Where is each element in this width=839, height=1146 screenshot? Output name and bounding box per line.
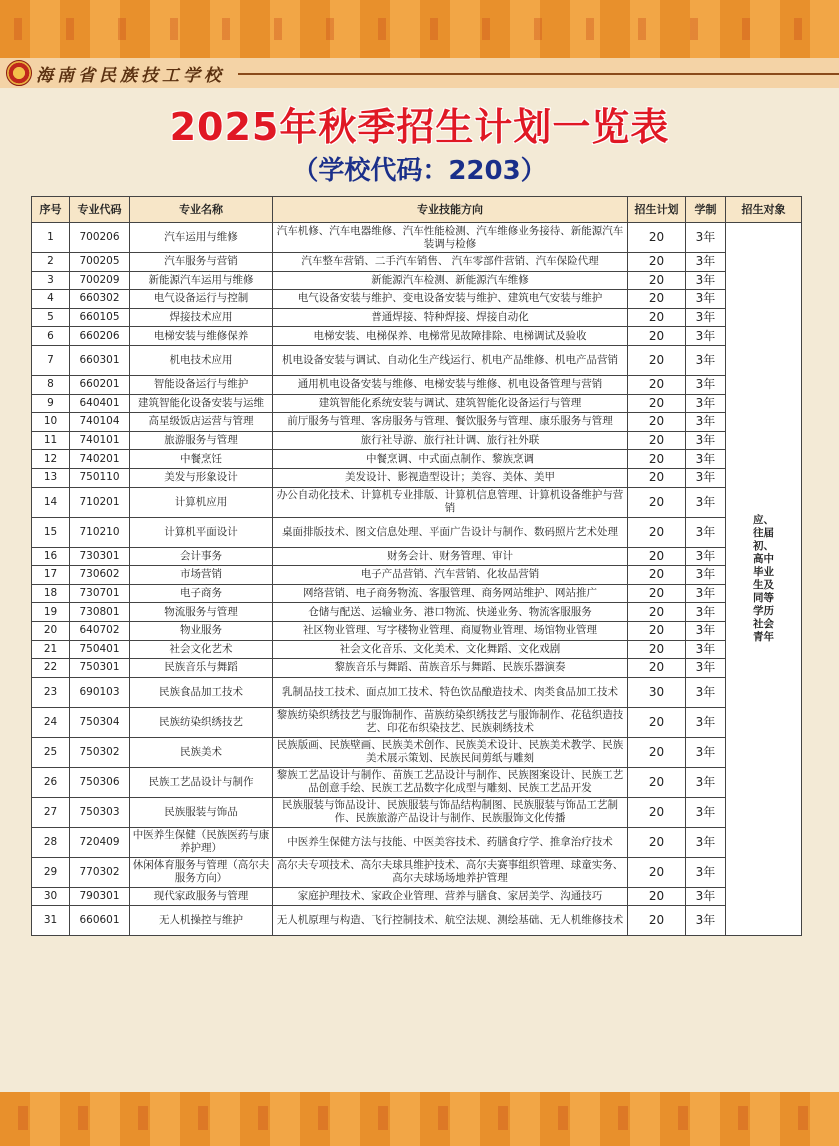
- row-number: 22: [32, 659, 70, 678]
- enrollment-plan-table: [31, 196, 802, 936]
- row-number: 26: [32, 767, 70, 797]
- row-number: 19: [32, 603, 70, 622]
- enrollment-target: [726, 223, 802, 936]
- enrollment-plan: 20: [628, 566, 686, 585]
- enrollment-plan: 20: [628, 887, 686, 906]
- major-code: 730301: [70, 547, 130, 566]
- skill-direction: 建筑智能化系统安装与调试、建筑智能化设备运行与管理: [273, 394, 628, 413]
- skill-direction: 普通焊接、特种焊接、焊接自动化: [273, 308, 628, 327]
- major-code: 740201: [70, 450, 130, 469]
- duration: 3年: [686, 621, 726, 640]
- table-row: [32, 659, 802, 678]
- major-name: 民族工艺品设计与制作: [130, 767, 273, 797]
- duration: 3年: [686, 767, 726, 797]
- table-row: [32, 394, 802, 413]
- table-row: [32, 707, 802, 737]
- skill-direction: 汽车机修、汽车电器维修、汽车性能检测、汽车维修业务接待、新能源汽车装调与检修: [273, 223, 628, 253]
- major-code: 730701: [70, 584, 130, 603]
- enrollment-plan: 20: [628, 857, 686, 887]
- skill-direction: 黎族纺染织绣技艺与服饰制作、苗族纺染织绣技艺与服饰制作、花毡织造技艺、印花布织染技艺、民族刺绣技术: [273, 707, 628, 737]
- major-code: 660201: [70, 375, 130, 394]
- enrollment-plan: 20: [628, 797, 686, 827]
- row-number: 18: [32, 584, 70, 603]
- major-code: 750303: [70, 797, 130, 827]
- major-name: 市场营销: [130, 566, 273, 585]
- skill-direction: 汽车整车营销、二手汽车销售、 汽车零部件营销、汽车保险代理: [273, 253, 628, 272]
- skill-direction: 旅行社导游、旅行社计调、旅行社外联: [273, 431, 628, 450]
- skill-direction: 黎族音乐与舞蹈、苗族音乐与舞蹈、民族乐器演奏: [273, 659, 628, 678]
- skill-direction: 美发设计、影视造型设计；美容、美体、美甲: [273, 468, 628, 487]
- major-name: 无人机操控与维护: [130, 906, 273, 936]
- table-row: [32, 271, 802, 290]
- duration: 3年: [686, 584, 726, 603]
- major-code: 640401: [70, 394, 130, 413]
- major-code: 660302: [70, 290, 130, 309]
- duration: 3年: [686, 517, 726, 547]
- column-header: 招生对象: [726, 197, 802, 223]
- duration: 3年: [686, 308, 726, 327]
- major-code: 740104: [70, 413, 130, 432]
- major-code: 660206: [70, 327, 130, 346]
- major-name: 民族食品加工技术: [130, 677, 273, 707]
- table-row: [32, 450, 802, 469]
- enrollment-plan: 20: [628, 487, 686, 517]
- row-number: 24: [32, 707, 70, 737]
- duration: 3年: [686, 857, 726, 887]
- duration: 3年: [686, 827, 726, 857]
- row-number: 8: [32, 375, 70, 394]
- skill-direction: 桌面排版技术、图文信息处理、平面广告设计与制作、数码照片艺术处理: [273, 517, 628, 547]
- major-name: 电子商务: [130, 584, 273, 603]
- table-row: [32, 375, 802, 394]
- major-code: 700209: [70, 271, 130, 290]
- duration: 3年: [686, 677, 726, 707]
- enrollment-plan: 30: [628, 677, 686, 707]
- table-row: [32, 345, 802, 375]
- school-header: [0, 58, 839, 88]
- major-code: 710201: [70, 487, 130, 517]
- header-divider: [238, 73, 839, 75]
- table-row: [32, 547, 802, 566]
- major-name: 物流服务与管理: [130, 603, 273, 622]
- enrollment-plan: 20: [628, 707, 686, 737]
- table-row: [32, 827, 802, 857]
- major-name: 汽车运用与维修: [130, 223, 273, 253]
- column-header: 学制: [686, 197, 726, 223]
- row-number: 20: [32, 621, 70, 640]
- table-row: [32, 566, 802, 585]
- page-title: 2025年秋季招生计划一览表: [169, 105, 670, 149]
- major-code: 750302: [70, 737, 130, 767]
- major-name: 建筑智能化设备安装与运维: [130, 394, 273, 413]
- duration: 3年: [686, 375, 726, 394]
- major-code: 750401: [70, 640, 130, 659]
- enrollment-plan: 20: [628, 468, 686, 487]
- duration: 3年: [686, 887, 726, 906]
- row-number: 7: [32, 345, 70, 375]
- enrollment-plan: 20: [628, 450, 686, 469]
- duration: 3年: [686, 290, 726, 309]
- major-code: 770302: [70, 857, 130, 887]
- enrollment-plan: 20: [628, 659, 686, 678]
- major-name: 汽车服务与营销: [130, 253, 273, 272]
- major-code: 730801: [70, 603, 130, 622]
- enrollment-plan: 20: [628, 271, 686, 290]
- duration: 3年: [686, 566, 726, 585]
- table-row: [32, 857, 802, 887]
- duration: 3年: [686, 413, 726, 432]
- skill-direction: 网络营销、电子商务物流、客服管理、商务网站维护、网站推广: [273, 584, 628, 603]
- table-row: [32, 517, 802, 547]
- major-name: 休闲体育服务与管理（高尔夫服务方向）: [130, 857, 273, 887]
- table-row: [32, 603, 802, 622]
- major-name: 民族音乐与舞蹈: [130, 659, 273, 678]
- duration: 3年: [686, 737, 726, 767]
- table-row: [32, 431, 802, 450]
- major-code: 750110: [70, 468, 130, 487]
- skill-direction: 高尔夫专项技术、高尔夫球具维护技术、高尔夫赛事组织管理、球童实务、高尔夫球场场地养护管理: [273, 857, 628, 887]
- enrollment-plan: 20: [628, 345, 686, 375]
- row-number: 1: [32, 223, 70, 253]
- table-row: [32, 413, 802, 432]
- enrollment-plan: 20: [628, 737, 686, 767]
- skill-direction: 家庭护理技术、家政企业管理、营养与膳食、家居美学、沟通技巧: [273, 887, 628, 906]
- table-row: [32, 797, 802, 827]
- row-number: 4: [32, 290, 70, 309]
- skill-direction: 黎族工艺品设计与制作、苗族工艺品设计与制作、民族图案设计、民族工艺品创意手绘、民族工艺品数字化成型与雕刻、民族工艺品开发: [273, 767, 628, 797]
- major-name: 机电技术应用: [130, 345, 273, 375]
- enrollment-plan: 20: [628, 253, 686, 272]
- skill-direction: 民族版画、民族壁画、民族美术创作、民族美术设计、民族美术教学、民族美术展示策划、民族民间剪纸与雕刻: [273, 737, 628, 767]
- enrollment-plan: 20: [628, 431, 686, 450]
- major-code: 700206: [70, 223, 130, 253]
- major-name: 电梯安装与维修保养: [130, 327, 273, 346]
- major-code: 690103: [70, 677, 130, 707]
- duration: 3年: [686, 906, 726, 936]
- enrollment-plan: 20: [628, 640, 686, 659]
- table-row: [32, 737, 802, 767]
- table-row: [32, 677, 802, 707]
- enrollment-plan: 20: [628, 827, 686, 857]
- duration: 3年: [686, 487, 726, 517]
- row-number: 5: [32, 308, 70, 327]
- duration: 3年: [686, 253, 726, 272]
- skill-direction: 无人机原理与构造、飞行控制技术、航空法规、测绘基础、无人机维修技术: [273, 906, 628, 936]
- row-number: 23: [32, 677, 70, 707]
- enrollment-plan: 20: [628, 308, 686, 327]
- skill-direction: 社会文化音乐、文化美术、文化舞蹈、文化戏剧: [273, 640, 628, 659]
- enrollment-plan: 20: [628, 394, 686, 413]
- skill-direction: 中医养生保健方法与技能、中医美容技术、药膳食疗学、推拿治疗技术: [273, 827, 628, 857]
- row-number: 28: [32, 827, 70, 857]
- major-code: 790301: [70, 887, 130, 906]
- row-number: 15: [32, 517, 70, 547]
- major-code: 660601: [70, 906, 130, 936]
- skill-direction: 中餐烹调、中式面点制作、黎族烹调: [273, 450, 628, 469]
- enrollment-plan: 20: [628, 767, 686, 797]
- row-number: 25: [32, 737, 70, 767]
- table-row: [32, 640, 802, 659]
- column-header: 序号: [32, 197, 70, 223]
- row-number: 12: [32, 450, 70, 469]
- table-header-row: [32, 197, 802, 223]
- duration: 3年: [686, 345, 726, 375]
- duration: 3年: [686, 394, 726, 413]
- row-number: 14: [32, 487, 70, 517]
- row-number: 13: [32, 468, 70, 487]
- major-code: 740101: [70, 431, 130, 450]
- table-row: [32, 253, 802, 272]
- enrollment-plan: 20: [628, 290, 686, 309]
- enrollment-plan: 20: [628, 584, 686, 603]
- major-name: 计算机平面设计: [130, 517, 273, 547]
- major-name: 高星级饭店运营与管理: [130, 413, 273, 432]
- row-number: 10: [32, 413, 70, 432]
- table-row: [32, 308, 802, 327]
- major-name: 社会文化艺术: [130, 640, 273, 659]
- skill-direction: 仓储与配送、运输业务、港口物流、快递业务、物流客服服务: [273, 603, 628, 622]
- bottom-ethnic-pattern: [0, 1092, 839, 1146]
- row-number: 31: [32, 906, 70, 936]
- duration: 3年: [686, 659, 726, 678]
- major-name: 中餐烹饪: [130, 450, 273, 469]
- major-name: 物业服务: [130, 621, 273, 640]
- skill-direction: 社区物业管理、写字楼物业管理、商厦物业管理、场馆物业管理: [273, 621, 628, 640]
- enrollment-plan: 20: [628, 327, 686, 346]
- column-header: 专业名称: [130, 197, 273, 223]
- major-name: 会计事务: [130, 547, 273, 566]
- skill-direction: 民族服装与饰品设计、民族服装与饰品结构制图、民族服装与饰品工艺制作、民族旅游产品设计与制作、民族服饰文化传播: [273, 797, 628, 827]
- skill-direction: 财务会计、财务管理、审计: [273, 547, 628, 566]
- row-number: 3: [32, 271, 70, 290]
- major-name: 民族纺染织绣技艺: [130, 707, 273, 737]
- major-name: 中医养生保健（民族医药与康养护理）: [130, 827, 273, 857]
- row-number: 30: [32, 887, 70, 906]
- major-code: 750306: [70, 767, 130, 797]
- row-number: 27: [32, 797, 70, 827]
- column-header: 专业代码: [70, 197, 130, 223]
- enrollment-plan: 20: [628, 547, 686, 566]
- duration: 3年: [686, 271, 726, 290]
- enrollment-plan: 20: [628, 621, 686, 640]
- skill-direction: 机电设备安装与调试、自动化生产线运行、机电产品维修、机电产品营销: [273, 345, 628, 375]
- row-number: 17: [32, 566, 70, 585]
- page-subtitle: （学校代码：2203）: [292, 156, 547, 186]
- row-number: 11: [32, 431, 70, 450]
- skill-direction: 电梯安装、电梯保养、电梯常见故障排除、电梯调试及验收: [273, 327, 628, 346]
- column-header: 专业技能方向: [273, 197, 628, 223]
- enrollment-plan: 20: [628, 906, 686, 936]
- school-name: 海南省民族技工学校: [36, 66, 225, 86]
- skill-direction: 电气设备安装与维护、变电设备安装与维护、建筑电气安装与维护: [273, 290, 628, 309]
- duration: 3年: [686, 327, 726, 346]
- major-name: 电气设备运行与控制: [130, 290, 273, 309]
- duration: 3年: [686, 223, 726, 253]
- school-logo-icon: [6, 60, 32, 86]
- table-row: [32, 290, 802, 309]
- duration: 3年: [686, 468, 726, 487]
- duration: 3年: [686, 640, 726, 659]
- column-header: 招生计划: [628, 197, 686, 223]
- table-row: [32, 487, 802, 517]
- major-name: 智能设备运行与维护: [130, 375, 273, 394]
- skill-direction: 通用机电设备安装与维修、电梯安装与维修、机电设备管理与营销: [273, 375, 628, 394]
- row-number: 9: [32, 394, 70, 413]
- duration: 3年: [686, 603, 726, 622]
- enrollment-plan: 20: [628, 375, 686, 394]
- skill-direction: 乳制品技工技术、面点加工技术、特色饮品酿造技术、肉类食品加工技术: [273, 677, 628, 707]
- enrollment-plan: 20: [628, 413, 686, 432]
- enrollment-plan: 20: [628, 517, 686, 547]
- major-name: 新能源汽车运用与维修: [130, 271, 273, 290]
- major-code: 660301: [70, 345, 130, 375]
- major-code: 720409: [70, 827, 130, 857]
- row-number: 2: [32, 253, 70, 272]
- table-row: [32, 223, 802, 253]
- skill-direction: 电子产品营销、汽车营销、化妆品营销: [273, 566, 628, 585]
- table-row: [32, 621, 802, 640]
- duration: 3年: [686, 431, 726, 450]
- table-row: [32, 887, 802, 906]
- table-row: [32, 906, 802, 936]
- row-number: 16: [32, 547, 70, 566]
- major-code: 660105: [70, 308, 130, 327]
- major-name: 民族美术: [130, 737, 273, 767]
- major-name: 民族服装与饰品: [130, 797, 273, 827]
- table-row: [32, 584, 802, 603]
- major-name: 现代家政服务与管理: [130, 887, 273, 906]
- major-name: 旅游服务与管理: [130, 431, 273, 450]
- major-name: 计算机应用: [130, 487, 273, 517]
- major-code: 700205: [70, 253, 130, 272]
- enrollment-plan: 20: [628, 223, 686, 253]
- row-number: 6: [32, 327, 70, 346]
- major-code: 710210: [70, 517, 130, 547]
- duration: 3年: [686, 797, 726, 827]
- table-row: [32, 327, 802, 346]
- major-code: 750304: [70, 707, 130, 737]
- skill-direction: 办公自动化技术、计算机专业排版、计算机信息管理、计算机设备维护与营销: [273, 487, 628, 517]
- top-ethnic-pattern: [0, 0, 839, 58]
- duration: 3年: [686, 450, 726, 469]
- row-number: 29: [32, 857, 70, 887]
- table-row: [32, 468, 802, 487]
- enrollment-plan: 20: [628, 603, 686, 622]
- major-name: 焊接技术应用: [130, 308, 273, 327]
- table-body: [32, 223, 802, 936]
- major-code: 640702: [70, 621, 130, 640]
- row-number: 21: [32, 640, 70, 659]
- table-row: [32, 767, 802, 797]
- duration: 3年: [686, 547, 726, 566]
- duration: 3年: [686, 707, 726, 737]
- major-name: 美发与形象设计: [130, 468, 273, 487]
- enrollment-target-text: 应、往届初、高中毕业生及同等学历社会青年: [753, 514, 774, 644]
- skill-direction: 新能源汽车检测、新能源汽车维修: [273, 271, 628, 290]
- major-code: 750301: [70, 659, 130, 678]
- major-code: 730602: [70, 566, 130, 585]
- skill-direction: 前厅服务与管理、客房服务与管理、餐饮服务与管理、康乐服务与管理: [273, 413, 628, 432]
